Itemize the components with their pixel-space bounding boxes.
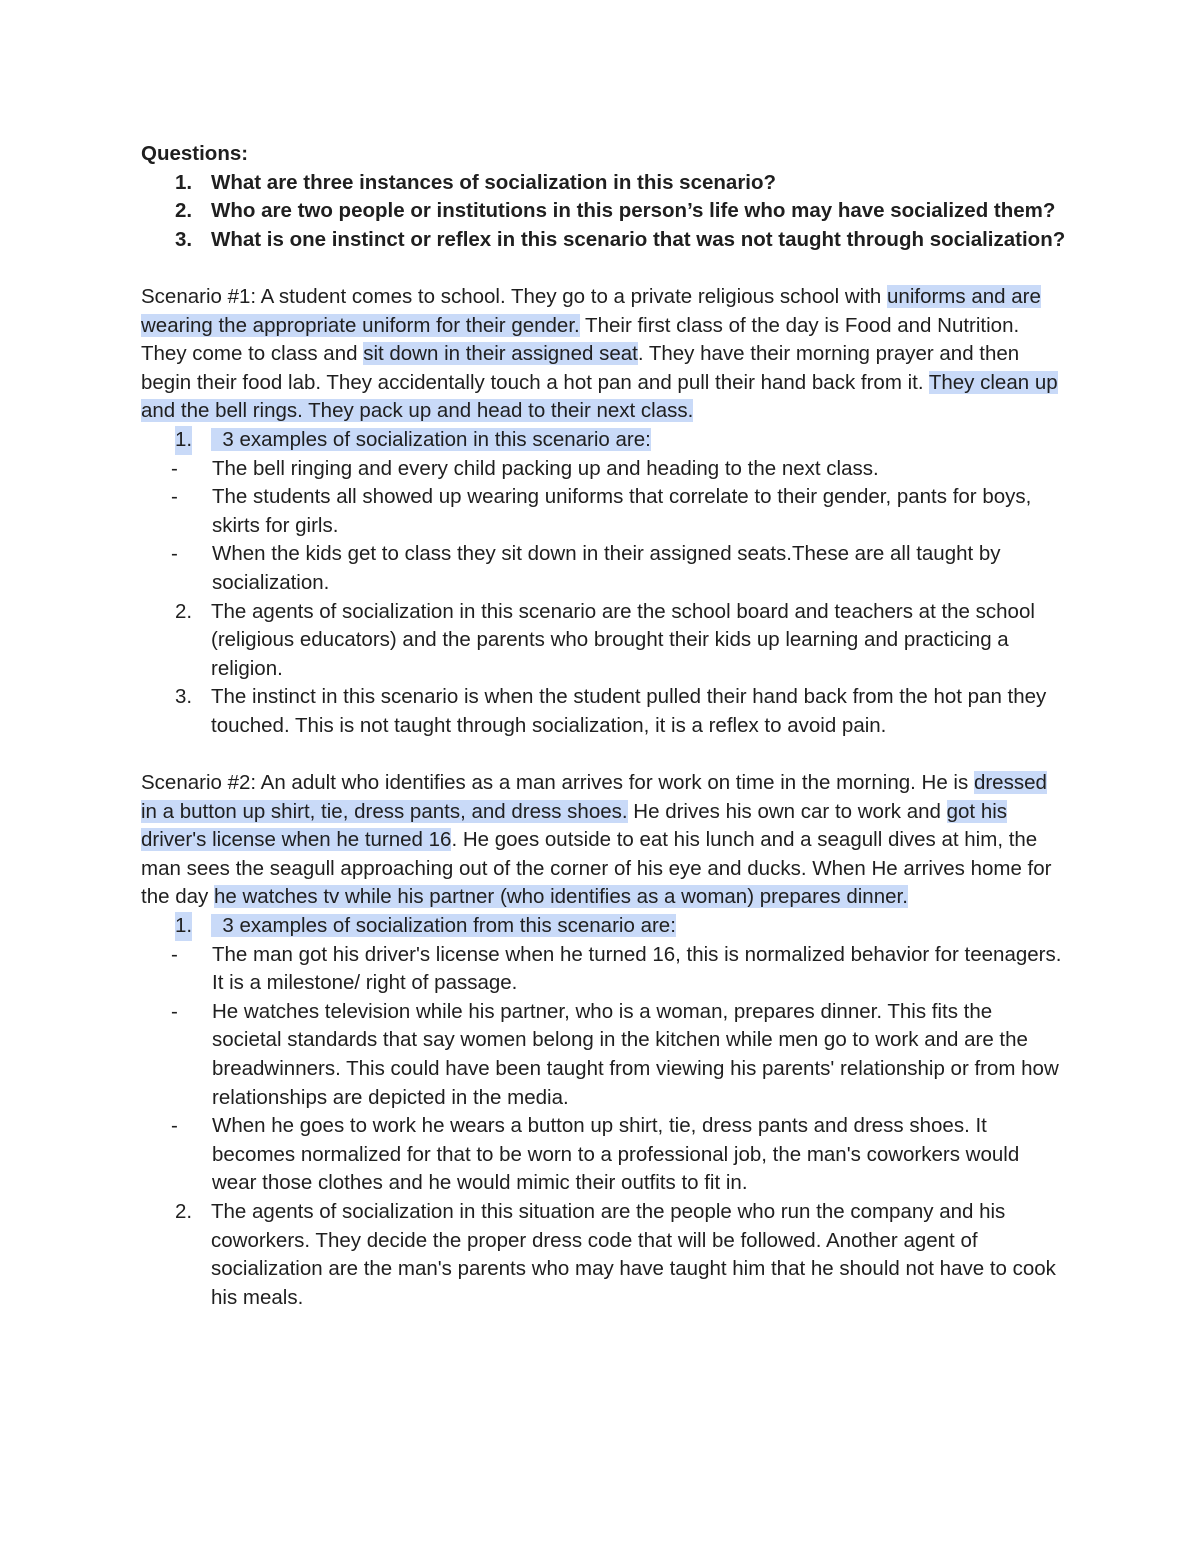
examples-list [141,941,1066,1198]
list-item: - He watches television while his partner, who is a woman, prepares dinner. This fits the societal standards that say women belong in the kitchen while men go to work and are the breadwinners. This could have been taught from viewing his parents' relationship or from how relationships are depicted in the media. [171,999,1059,1109]
list-item: - When he goes to work he wears a button up shirt, tie, dress pants and dress shoes. It becomes normalized for that to be worn to a professional job, the man's coworkers would wear those clothes and he would mimic their outfits to fit in. [171,1114,1020,1195]
highlight: dressed in a button up shirt, tie, dress pants, and dress shoes. [141,771,1047,823]
scenario-1-paragraph: Scenario #1: A student comes to school. They go to a private religious school with uniforms and are wearing the appropriate uniform for their gender. Their first class of the day is Food and Nutrition. They come to class and sit down in their assigned seat. They have their morning prayer and then begin their food lab. They accidentally touch a hot pan and pull their hand back from it. They clean up and the bell rings. They pack up and head to their next class. [141,284,1058,423]
list-item: - The bell ringing and every child packing up and heading to the next class. [171,456,879,480]
examples-list [141,455,1066,598]
answer-item: 3. The instinct in this scenario is when the student pulled their hand back from the hot pan they touched. This is not taught through socialization, it is a reflex to avoid pain. [175,685,1047,737]
question-item: 3. What is one instinct or reflex in this scenario that was not taught through socialization? [175,227,1066,251]
list-item: - The man got his driver's license when he turned 16, this is normalized behavior for teenagers. It is a milestone/ right of passage. [171,942,1062,995]
questions-list [141,169,1066,255]
answer-item: 2. The agents of socialization in this scenario are the school board and teachers at the school (religious educators) and the parents who brought their kids up learning and practicing a religion. [175,599,1035,680]
highlight: got his driver's license when he turned 16 [141,799,1008,852]
answer-item: 1. 3 examples of socialization in this scenario are: - The bell ringing and every child packing up and heading to the next class. - The students all showed up wearing uniforms that correlate to their gender, pants for boys, skirts for girls. - When the kids get to class they sit down in their assigned seats.These are all taught by socialization. [141,426,1066,598]
question-item: 2. Who are two people or institutions in this person’s life who may have socialized them? [175,199,1056,223]
highlight [211,914,222,937]
highlight: he watches tv while his partner (who identifies as a woman) prepares dinner. [213,885,908,909]
highlight [211,428,222,451]
scenario-2-answers [141,912,1066,1312]
list-item: - The students all showed up wearing uniforms that correlate to their gender, pants for boys, skirts for girls. [171,485,1032,537]
answer-item: 2. The agents of socialization in this situation are the people who run the company and his coworkers. They decide the proper dress code that will be followed. Another agent of socialization are the man's parents who may have taught him that he should not have to cook his meals. [175,1199,1056,1309]
questions-heading: Questions: [141,142,249,165]
highlight: They clean up and the bell rings. They pack up and head to their next class. [141,370,1058,423]
answer-item: 1. 3 examples of socialization from this scenario are: - The man got his driver's license when he turned 16, this is normalized behavior for teenagers. It is a milestone/ right of passage. - He watches television while his partner, who is a woman, prepares dinner. This fits the societal standards that say women belong in the kitchen while men go to work and are the breadwinners. This could have been taught from viewing his parents' relationship or from how relationships are depicted in the media. - When he goes to work he wears a button up shirt, tie, dress pants and dress shoes. It becomes normalized for that to be worn to a professional job, the man's coworkers would wear those clothes and he would mimic their outfits to fit in. [141,912,1066,1198]
scenario-2-paragraph: Scenario #2: An adult who identifies as a man arrives for work on time in the morning. He is dressed in a button up shirt, tie, dress pants, and dress shoes. He drives his own car to work and got his driver's license when he turned 16. He goes outside to eat his lunch and a seagull dives at him, the man sees the seagull approaching out of the corner of his eye and ducks. When He arrives home for the day he watches tv while his partner (who identifies as a woman) prepares dinner. [141,771,1052,909]
list-item: - When the kids get to class they sit down in their assigned seats.These are all taught by socialization. [171,542,1001,594]
scenario-1-answers [141,426,1066,741]
question-item: 1. What are three instances of socialization in this scenario? [175,170,777,194]
highlight: uniforms and are wearing the appropriate uniform for their gender. [141,284,1041,337]
document-page [141,140,1066,1312]
highlight: sit down in their assigned seat [363,342,638,366]
